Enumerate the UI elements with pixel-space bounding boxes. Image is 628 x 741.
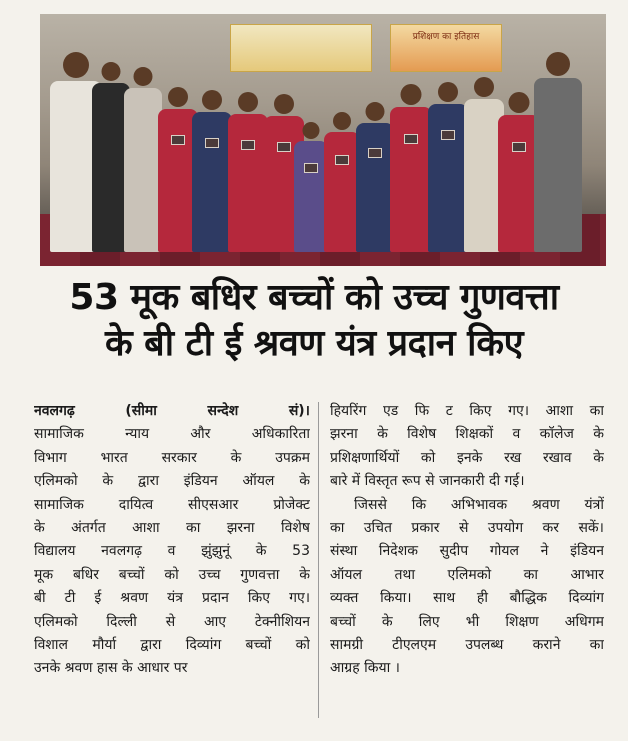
- article-line: बच्चों के लिए भी शिक्षण अधिगम: [330, 613, 604, 630]
- event-banner-right: [390, 24, 502, 72]
- hearing-aid-box: [205, 138, 219, 148]
- hearing-aid-box: [368, 148, 382, 158]
- hearing-aid-box: [171, 135, 185, 145]
- person-figure: [390, 84, 432, 252]
- hearing-aid-box: [277, 142, 291, 152]
- article-line: झरना के विशेष शिक्षकों व कॉलेज के: [330, 426, 604, 443]
- person-figure: [356, 102, 394, 252]
- article-line: प्रशिक्षणार्थियों को इनके रख रखाव के: [330, 449, 604, 466]
- article-line: हियरिंग एड फि ट किए गए। आशा का: [330, 403, 604, 419]
- article-line: बारे में विस्तृत रूप से जानकारी दी गई।: [330, 473, 525, 490]
- article-line: उनके श्रवण हास के आधार पर: [34, 660, 188, 677]
- article-line: विभाग भारत सरकार के उपक्रम: [34, 449, 310, 466]
- hearing-aid-box: [241, 140, 255, 150]
- hearing-aid-box: [304, 163, 318, 173]
- article-column-left: [34, 400, 310, 681]
- article-line: विशाल मौर्या द्वारा दिव्यांग बच्चों को: [34, 637, 310, 654]
- article-line: के अंतर्गत आशा का झरना विशेष: [34, 520, 310, 537]
- hearing-aid-box: [404, 134, 418, 144]
- article-line: सामाजिक न्याय और अधिकारिता: [34, 426, 310, 443]
- person-figure: [192, 90, 232, 252]
- person-figure: [534, 52, 582, 252]
- article-column-right: [330, 400, 604, 681]
- column-divider: [318, 402, 319, 718]
- article-line: जिससे कि अभिभावक श्रवण यंत्रों: [354, 496, 604, 513]
- article-line: का उचित प्रकार से उपयोग कर सकें।: [330, 520, 604, 537]
- article-line: मूक बधिर बच्चों को उच्च गुणवत्ता के: [34, 566, 310, 583]
- event-banner-left: [230, 24, 372, 72]
- article-line: आग्रह किया ।: [330, 660, 400, 677]
- person-figure: [294, 122, 328, 252]
- article-line: व्यक्त किया। साथ ही बौद्धिक दिव्यांग: [330, 590, 604, 607]
- headline-line-1: 53 मूक बधिर बच्चों को उच्च गुणवत्ता: [69, 277, 559, 318]
- article-line: ऑयल तथा एलिमको का आभार: [330, 566, 604, 583]
- group-photo: [40, 14, 606, 266]
- event-banner-text: प्रशिक्षण का इतिहास: [412, 32, 480, 42]
- article-line: बी टी ई श्रवण यंत्र प्रदान किए गए।: [34, 590, 310, 607]
- hearing-aid-box: [512, 142, 526, 152]
- article-line: एलिमको के द्वारा इंडियन ऑयल के: [34, 473, 310, 490]
- person-figure: [228, 92, 268, 252]
- hearing-aid-box: [335, 155, 349, 165]
- article-line: एलिमको दिल्ली से आए टेक्नीशियन: [34, 613, 310, 630]
- article-line: सामग्री टीएलएम उपलब्ध कराने का: [330, 637, 604, 654]
- hearing-aid-box: [441, 130, 455, 140]
- article-line: सामाजिक दायित्व सीएसआर प्रोजेक्ट: [34, 496, 310, 513]
- person-figure: [124, 67, 162, 252]
- person-figure: [428, 82, 468, 252]
- person-figure: [324, 112, 360, 252]
- article-line: विद्यालय नवलगढ़ व झुंझुनूं के 53: [34, 543, 310, 560]
- headline-line-2: के बी टी ई श्रवण यंत्र प्रदान किए: [105, 323, 523, 364]
- article-line: संस्था निदेशक सुदीप गोयल ने इंडियन: [330, 543, 604, 560]
- article-line: नवलगढ़ (सीमा सन्देश सं)।: [34, 403, 310, 419]
